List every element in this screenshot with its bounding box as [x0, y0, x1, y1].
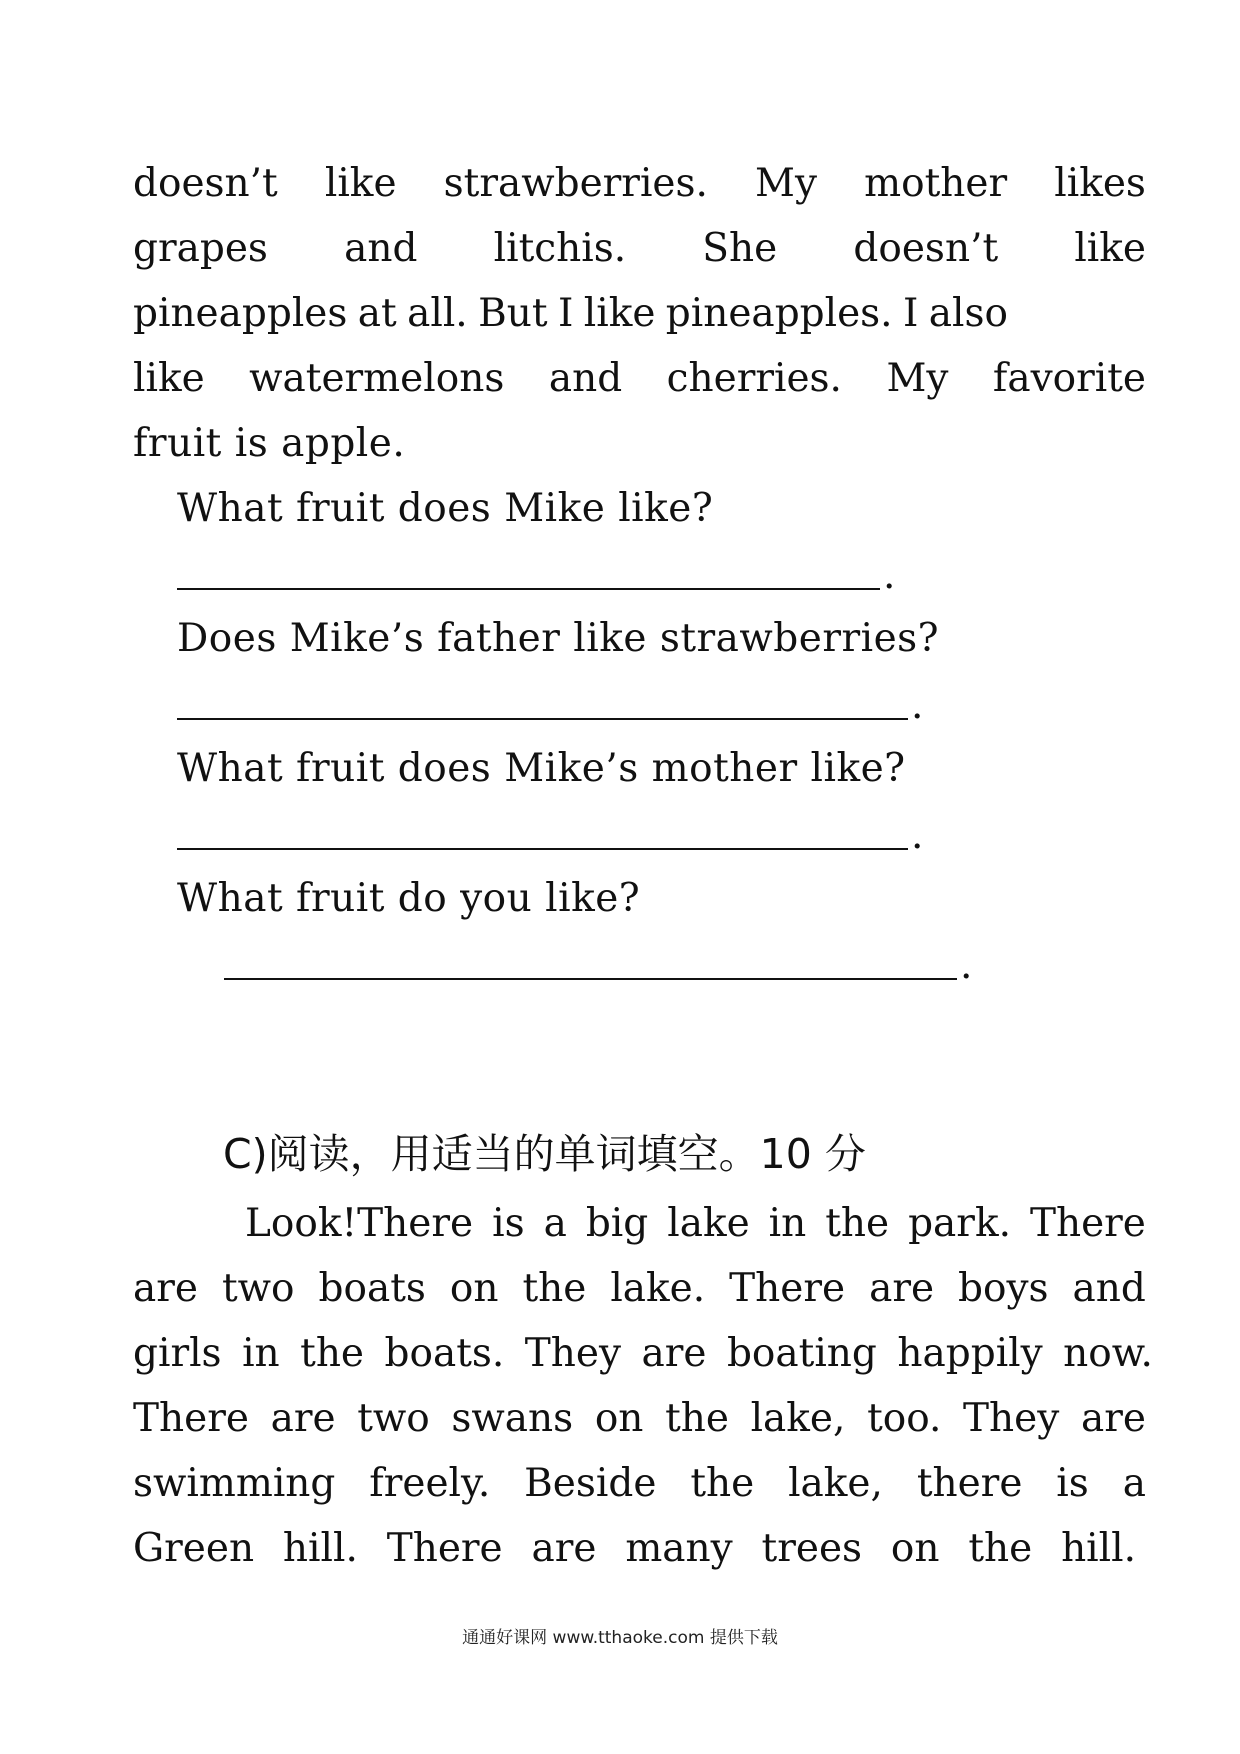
word: there — [916, 1461, 1023, 1506]
word: the — [825, 1201, 890, 1246]
question-1: What fruit does Mike like? — [177, 486, 714, 531]
word: on — [890, 1526, 940, 1571]
word: is — [492, 1201, 525, 1246]
word: two — [221, 1266, 295, 1311]
word: in — [242, 1331, 280, 1376]
page-footer: 通通好课网 www.tthaoke.com 提供下载 — [462, 1628, 778, 1648]
passage-line-2 — [133, 225, 1146, 273]
word: lake. — [610, 1266, 706, 1311]
answer-line-1[interactable] — [177, 540, 917, 600]
word: are — [531, 1526, 597, 1571]
word: too. — [867, 1396, 942, 1441]
answer-line-4[interactable] — [224, 930, 984, 990]
word: are — [1080, 1396, 1146, 1441]
word: They — [963, 1396, 1060, 1441]
word: lake, — [788, 1461, 883, 1506]
word: My — [755, 161, 818, 206]
answer-rule — [177, 848, 908, 850]
section-c-line-3 — [133, 1330, 1153, 1378]
word: swimming — [133, 1461, 336, 1506]
word: Beside — [524, 1461, 657, 1506]
word: are — [133, 1266, 198, 1311]
word: There — [386, 1526, 503, 1571]
answer-rule — [224, 978, 957, 980]
answer-rule — [177, 718, 908, 720]
word: big — [585, 1201, 649, 1246]
section-c-heading: C)阅读，用适当的单词填空。10 分 — [223, 1130, 866, 1178]
passage-line-3: pineapples at all. But I like pineapples. I also — [133, 291, 1009, 336]
word: grapes — [133, 226, 268, 271]
word: doesn’t — [133, 161, 278, 206]
word: on — [594, 1396, 644, 1441]
word: like — [324, 161, 397, 206]
word: like — [133, 356, 205, 401]
word: and — [548, 356, 623, 401]
word: mother — [864, 161, 1008, 206]
word: now. — [1063, 1331, 1153, 1376]
word: the — [665, 1396, 729, 1441]
word: are — [270, 1396, 336, 1441]
word: Look!There — [245, 1201, 474, 1246]
word: There — [729, 1266, 846, 1311]
word: Green — [133, 1526, 255, 1571]
word: two — [357, 1396, 430, 1441]
answer-period: . — [911, 683, 924, 728]
word: lake — [667, 1201, 750, 1246]
word: They — [524, 1331, 622, 1376]
word: boating — [726, 1331, 877, 1376]
answer-period: . — [911, 813, 924, 858]
word: likes — [1054, 161, 1146, 206]
word: on — [449, 1266, 499, 1311]
word: freely. — [369, 1461, 491, 1506]
word: the — [690, 1461, 755, 1506]
question-3: What fruit does Mike’s mother like? — [177, 746, 906, 791]
word: cherries. — [666, 356, 842, 401]
section-c-line-4 — [133, 1395, 1146, 1443]
answer-rule — [177, 588, 880, 590]
word: She — [702, 226, 778, 271]
passage-line-1 — [133, 160, 1146, 208]
word: hill. — [1061, 1526, 1136, 1571]
section-c-line-2 — [133, 1265, 1146, 1313]
section-c-line-6 — [133, 1525, 1136, 1573]
word: favorite — [992, 356, 1146, 401]
answer-period: . — [960, 943, 973, 988]
word: a — [543, 1201, 567, 1246]
passage-line-4 — [133, 355, 1146, 403]
word: boys — [958, 1266, 1049, 1311]
word: girls — [133, 1331, 222, 1376]
word: the — [300, 1331, 365, 1376]
word: in — [768, 1201, 807, 1246]
word: swans — [451, 1396, 574, 1441]
word: a — [1122, 1461, 1146, 1506]
word: There — [1029, 1201, 1146, 1246]
word: the — [968, 1526, 1033, 1571]
question-2: Does Mike’s father like strawberries? — [177, 616, 940, 661]
word: are — [869, 1266, 935, 1311]
word: trees — [761, 1526, 863, 1571]
word: doesn’t — [853, 226, 999, 271]
word: park. — [908, 1201, 1011, 1246]
word: hill. — [282, 1526, 358, 1571]
word: boats — [318, 1266, 426, 1311]
word: My — [886, 356, 949, 401]
word: and — [344, 226, 418, 271]
section-c-line-5 — [133, 1460, 1146, 1508]
word: boats. — [384, 1331, 505, 1376]
answer-line-3[interactable] — [177, 800, 937, 860]
word: happily — [897, 1331, 1043, 1376]
word: litchis. — [493, 226, 627, 271]
question-4: What fruit do you like? — [177, 876, 641, 921]
word: many — [625, 1526, 733, 1571]
answer-period: . — [883, 553, 896, 598]
word: like — [1074, 226, 1146, 271]
section-c-line-1 — [245, 1200, 1146, 1248]
word: is — [1056, 1461, 1089, 1506]
word: watermelons — [249, 356, 505, 401]
word: strawberries. — [443, 161, 708, 206]
word: are — [641, 1331, 707, 1376]
passage-line-5: fruit is apple. — [133, 421, 406, 466]
answer-line-2[interactable] — [177, 670, 937, 730]
word: There — [133, 1396, 249, 1441]
word: lake, — [750, 1396, 846, 1441]
word: the — [522, 1266, 587, 1311]
word: and — [1072, 1266, 1146, 1311]
